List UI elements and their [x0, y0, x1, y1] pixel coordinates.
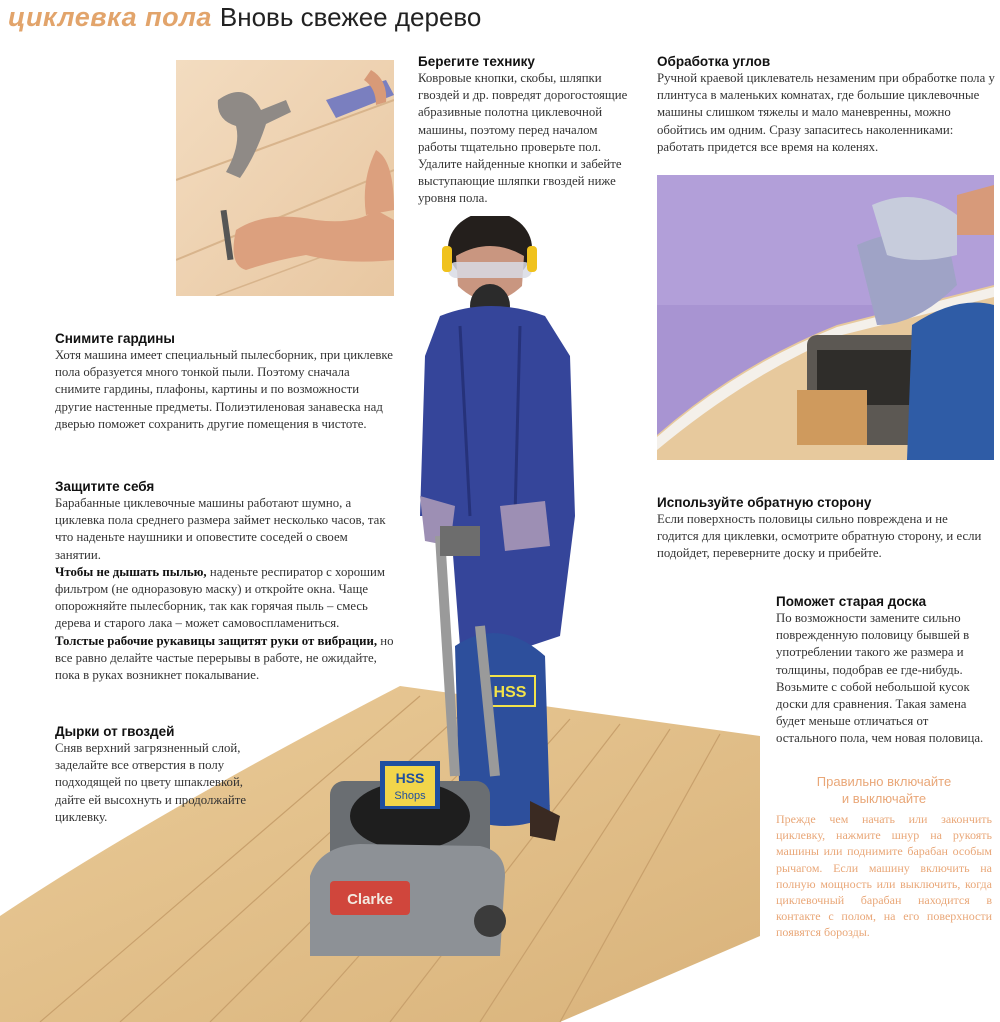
section-body: Сняв верхний загрязненный слой, заделайте все отверстия в полу подходящей по цвету шпаклевкой, дайте ей высохнуть и продолжайте циклевку. [55, 741, 247, 824]
tip-box [776, 773, 992, 941]
section-body: По возможности замените сильно поврежденную половицу бывшей в употреблении такого же размера и толщины, подобрав ее где-нибудь. Возьмите с собой небольшой кусок доски для сравнения. Такая замена будет меньше отличаться от остального пола, чем новая половица. [776, 611, 984, 746]
bold-lead: Чтобы не дышать пылью, [55, 564, 207, 579]
section-body: Ковровые кнопки, скобы, шляпки гвоздей и др. повредят дорогостоящие абразивные полотна циклевочной машины, поэтому перед началом работы тщательно проверьте пол. Удалите найденные кнопки и забейте выступающие шляпки гвоздей ниже уровня пола. [418, 71, 628, 206]
page-title: Вновь свежее дерево [219, 2, 482, 32]
bold-lead: Толстые рабочие рукавицы защитят руки от вибрации, [55, 633, 378, 648]
body-text: наденьте респиратор с хорошим фильтром (не одноразовую маску) и откройте окна. Чаще опорожняйте пылесборник, так как горячая пыль – смесь дерева и старого лака – может самовоспламениться. [55, 564, 385, 631]
tip-title [776, 773, 992, 807]
section-holes [55, 724, 270, 826]
tip-body: Прежде чем начать или закончить циклевку, нажмите шнур на рукоять машины или поднимите барабан особым рычагом. Если машину включить на полную мощность или выключить, когда циклевочный барабан находится в контакте с полом, на его поверхности появятся борозды. [776, 812, 992, 940]
section-curtains [55, 331, 395, 433]
section-title: Используйте обратную сторону [657, 495, 872, 510]
section-title: Дырки от гвоздей [55, 724, 175, 739]
section-body-2 [55, 564, 395, 633]
page-header [8, 2, 481, 33]
card-brand-label: HSS [395, 770, 425, 786]
section-title: Обработка углов [657, 54, 771, 69]
section-title: Поможет старая доска [776, 594, 927, 609]
section-body: Если поверхность половицы сильно повреждена и не годится для циклевки, осмотрите обратную сторону, и если подойдет, переверните доску и прибейте. [657, 512, 982, 561]
section-protect [55, 479, 395, 684]
section-body: Барабанные циклевочные машины работают шумно, а циклевка пола среднего размера займет несколько часов, так что наденьте наушники и оповестите соседей о своем занятии. [55, 496, 386, 562]
section-body: Хотя машина имеет специальный пылесборник, при циклевке пола образуется много тонкой пыли. Поэтому сначала снимите гардины, плафоны, картины и по возможности другие настенные предметы. Полиэтиленовая занавеска над дверью поможет сохранить другие помещения в чистоте. [55, 348, 393, 431]
section-reverse [657, 495, 989, 563]
section-title: Снимите гардины [55, 331, 175, 346]
card-sub-label: Shops [394, 790, 426, 802]
tip-title-line: Правильно включайте [816, 774, 952, 789]
section-title: Защитите себя [55, 479, 155, 494]
section-title: Берегите технику [418, 54, 535, 69]
section-body: Ручной краевой циклеватель незаменим при обработке пола у плинтуса в маленьких комнатах, где большие циклевочные машины слишком тяжелы и мало маневренны, можно обойтись им одним. Сразу запаситесь наколенниками: работать придется все время на коленях. [657, 71, 995, 154]
body-text: но все равно делайте частые перерывы в работе, не ожидайте, пока в руках возникнет покалывание. [55, 633, 394, 683]
section-body-3 [55, 633, 395, 685]
section-tech [418, 54, 638, 208]
section-oldboard [776, 594, 992, 748]
section-corners [657, 54, 995, 156]
machine-brand-label: Clarke [347, 891, 393, 908]
tip-title-line: и выключайте [841, 791, 927, 806]
bag-brand-label: HSS [493, 684, 527, 701]
section-kicker: циклевка пола [8, 2, 212, 32]
